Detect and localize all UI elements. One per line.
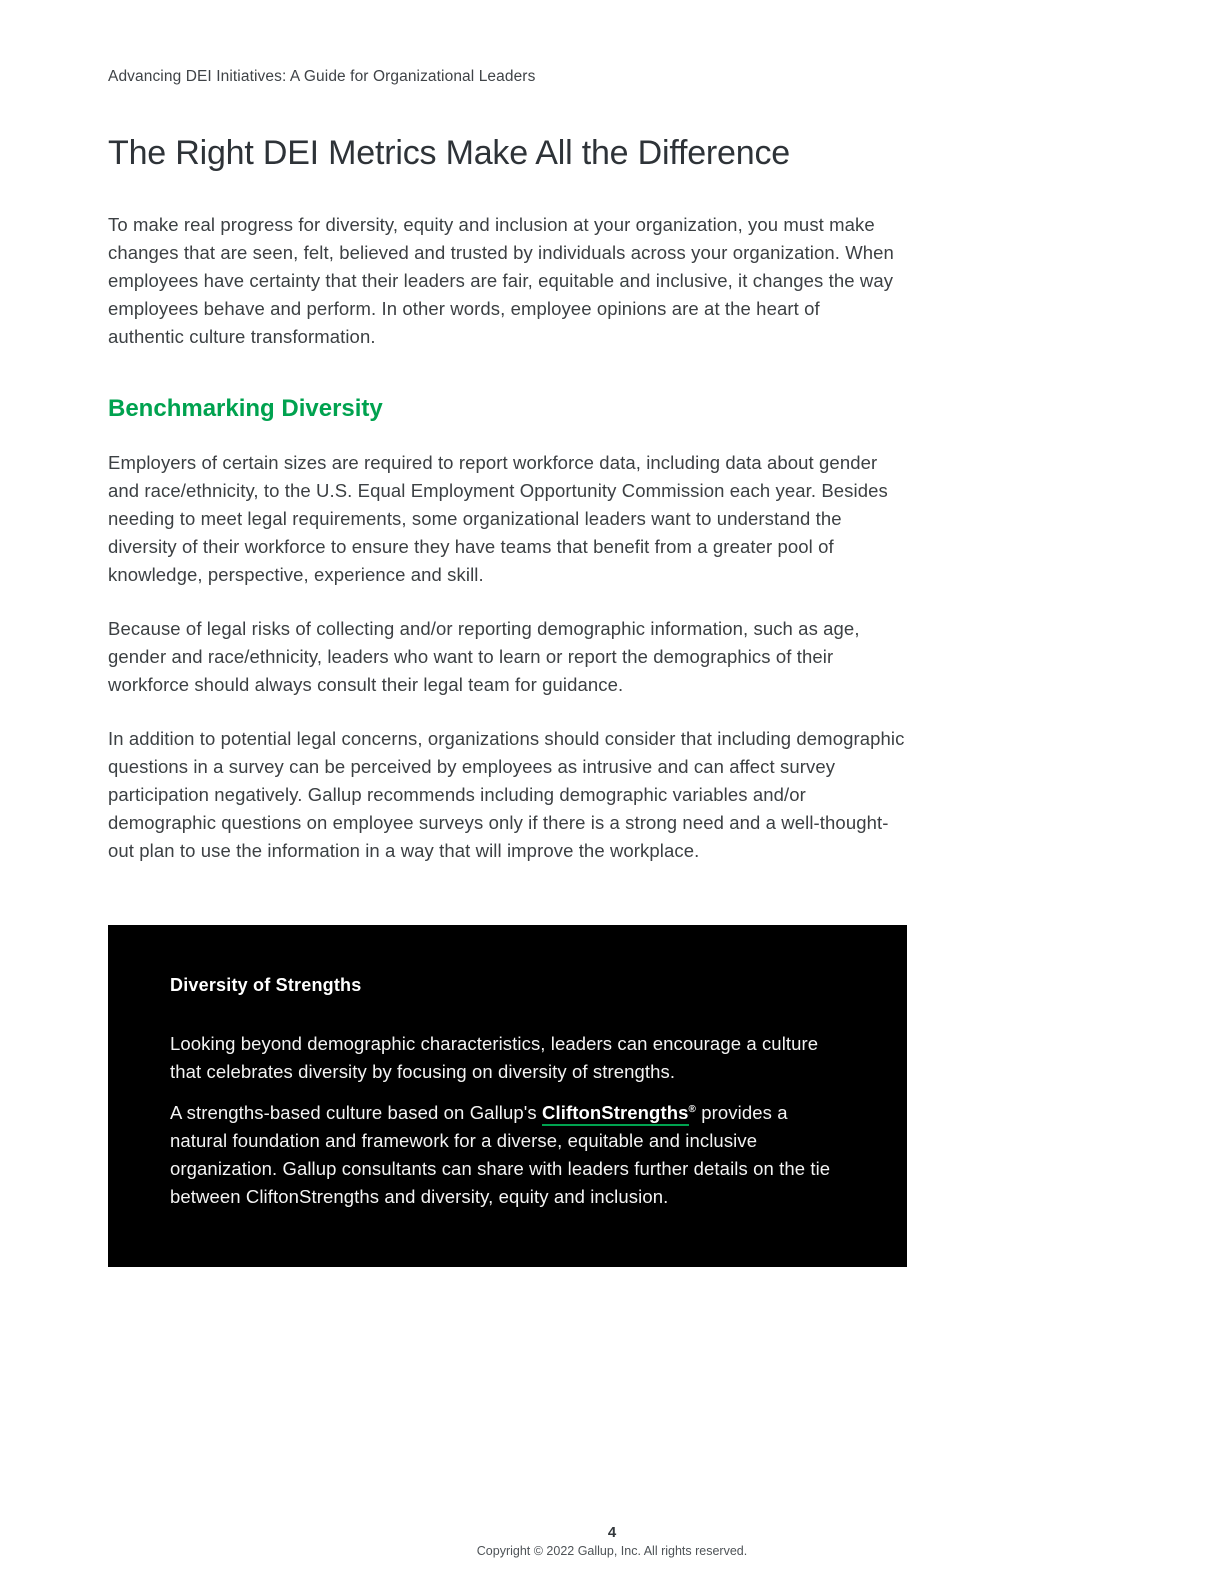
content-column bbox=[108, 0, 908, 1267]
section-heading-benchmarking-diversity: Benchmarking Diversity bbox=[108, 395, 383, 422]
diversity-of-strengths-callout bbox=[108, 925, 907, 1267]
running-header: Advancing DEI Initiatives: A Guide for Organizational Leaders bbox=[108, 68, 536, 85]
page-title: The Right DEI Metrics Make All the Difference bbox=[108, 134, 790, 172]
body-paragraph: Employers of certain sizes are required to report workforce data, including data about gender and race/ethnicity, to the U.S. Equal Employment Opportunity Commission each year. Besides needing to meet legal requirements, some organizational leaders want to understand the diversity of their workforce to ensure they have teams that benefit from a greater pool of knowledge, perspective, experience and skill. bbox=[108, 452, 888, 585]
callout-paragraph-text: A strengths-based culture based on Gallup's bbox=[170, 1102, 542, 1124]
registered-trademark-symbol: ® bbox=[688, 1104, 696, 1115]
body-paragraph: Because of legal risks of collecting and/or reporting demographic information, such as age, gender and race/ethnicity, leaders who want to learn or report the demographics of their workforce should always consult their legal team for guidance. bbox=[108, 618, 860, 695]
page-footer bbox=[0, 1524, 1224, 1558]
callout-paragraph-text: provides a natural foundation and framework for a diverse, equitable and inclusive organization. Gallup consultants can share with leaders further details on the tie between CliftonStrengths and diversity, equity and inclusion. bbox=[170, 1102, 831, 1208]
body-paragraph: In addition to potential legal concerns, organizations should consider that including demographic questions in a survey can be perceived by employees as intrusive and can affect survey participation negatively. Gallup recommends including demographic variables and/or demographic questions on employee surveys only if there is a strong need and a well-thought-out plan to use the information in a way that will improve the workplace. bbox=[108, 728, 905, 861]
callout-paragraph bbox=[170, 1096, 847, 1211]
callout-heading: Diversity of Strengths bbox=[170, 975, 362, 995]
page-number: 4 bbox=[607, 1524, 617, 1541]
intro-paragraph: To make real progress for diversity, equity and inclusion at your organization, you must make changes that are seen, felt, believed and trusted by individuals across your organization. When employees have certainty that their leaders are fair, equitable and inclusive, it changes the way employees behave and perform. In other words, employee opinions are at the heart of authentic culture transformation. bbox=[108, 214, 894, 347]
callout-paragraph: Looking beyond demographic characteristics, leaders can encourage a culture that celebrates diversity by focusing on diversity of strengths. bbox=[170, 1033, 819, 1082]
copyright-notice: Copyright © 2022 Gallup, Inc. All rights reserved. bbox=[476, 1544, 748, 1558]
cliftonstrengths-link[interactable]: CliftonStrengths bbox=[542, 1102, 689, 1126]
